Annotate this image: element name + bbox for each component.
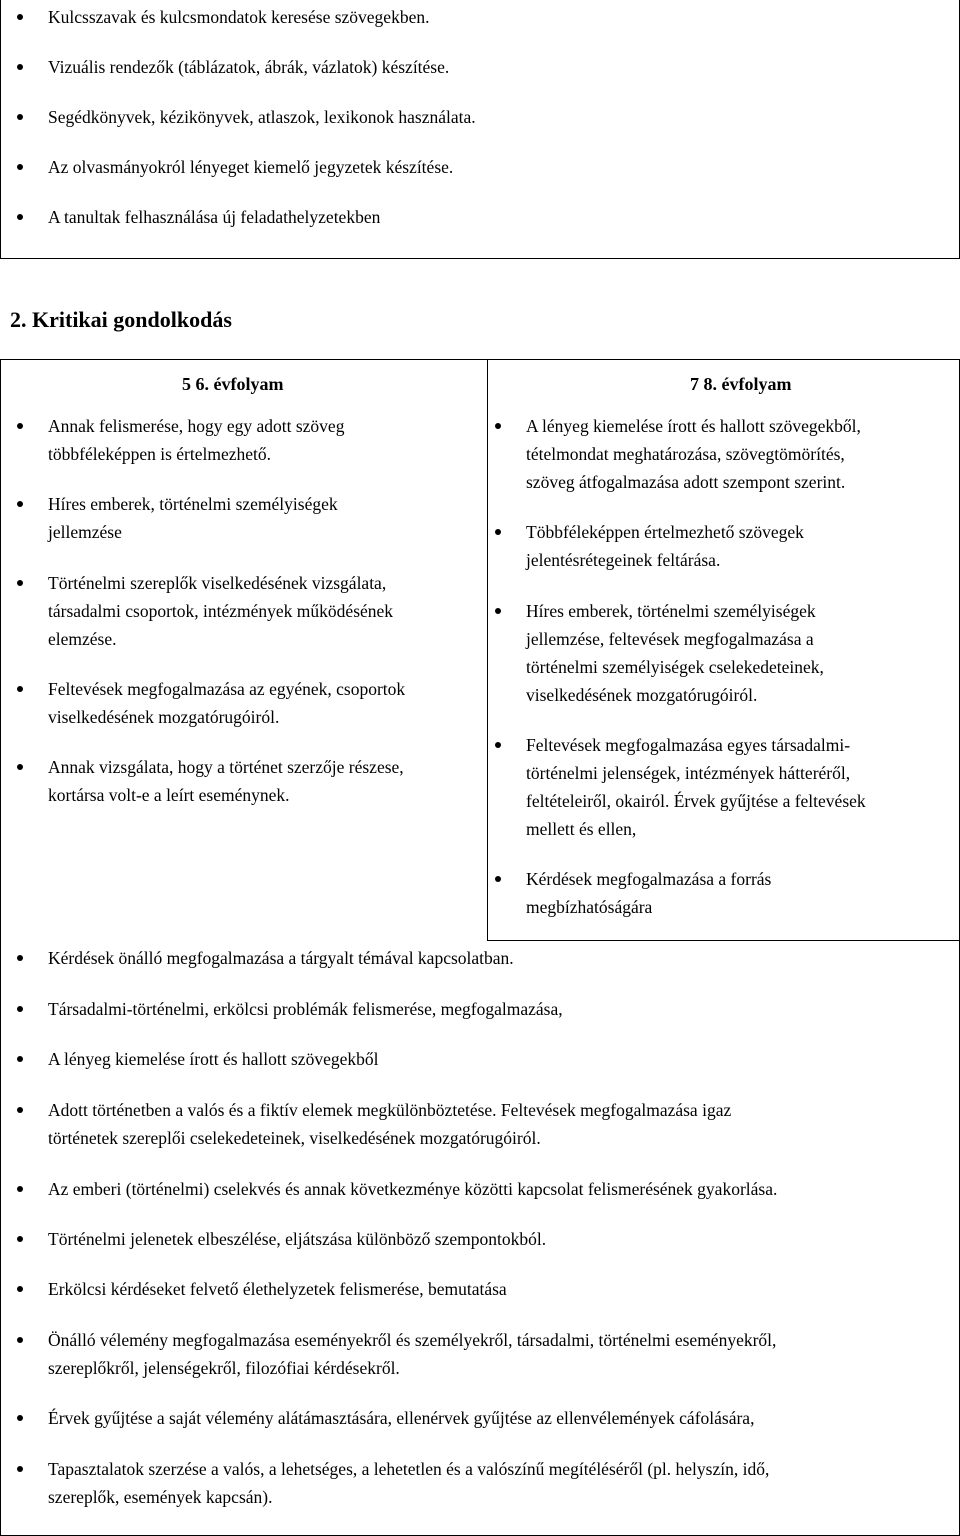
list-item: Kérdések megfogalmazása a forrás megbízhatóságára (526, 865, 771, 921)
list-item: Híres emberek, történelmi személyiségek jellemzése (48, 490, 338, 546)
list-item: A lényeg kiemelése írott és hallott szövegekből (48, 1045, 378, 1073)
list-item: Feltevések megfogalmazása az egyének, csoportok viselkedésének mozgatórugóiról. (48, 675, 405, 731)
list-item: A lényeg kiemelése írott és hallott szövegekből, tételmondat meghatározása, szövegtömörítés, szöveg átfogalmazása adott szempont szerint. (526, 412, 861, 496)
list-item: Kérdések önálló megfogalmazása a tárgyalt témával kapcsolatban. (48, 944, 514, 972)
list-item: Önálló vélemény megfogalmazása eseményekről és személyekről, társadalmi, történelmi eseményekről, szereplőkről, jelenségekről, filozófiai kérdésekről. (48, 1326, 776, 1382)
list-item: Történelmi jelenetek elbeszélése, eljátszása különböző szempontokból. (48, 1225, 546, 1253)
list-item: Segédkönyvek, kézikönyvek, atlaszok, lexikonok használata. (48, 103, 476, 131)
list-item: Feltevések megfogalmazása egyes társadalmi- történelmi jelenségek, intézmények hátteréről, feltételeiről, okairól. Érvek gyűjtése a feltevések mellett és ellen, (526, 731, 866, 843)
list-item: Érvek gyűjtése a saját vélemény alátámasztására, ellenérvek gyűjtése az ellenvélemények cáfolására, (48, 1404, 754, 1432)
list-item: Híres emberek, történelmi személyiségek jellemzése, feltevések megfogalmazása a történelmi személyiségek cselekedeteinek, viselkedésének mozgatórugóiról. (526, 597, 824, 709)
column-divider (487, 359, 488, 941)
list-item: Többféleképpen értelmezhető szövegek jelentésrétegeinek feltárása. (526, 518, 804, 574)
list-item: Annak felismerése, hogy egy adott szöveg többféleképpen is értelmezhető. (48, 412, 344, 468)
column-heading-grades-7-8: 7 8. évfolyam (690, 374, 792, 394)
list-item: Vizuális rendezők (táblázatok, ábrák, vázlatok) készítése. (48, 53, 449, 81)
section-title: 2. Kritikai gondolkodás (10, 307, 232, 332)
list-item: Történelmi szereplők viselkedésének vizsgálata, társadalmi csoportok, intézmények működésének elemzése. (48, 569, 393, 653)
list-item: Társadalmi-történelmi, erkölcsi problémák felismerése, megfogalmazása, (48, 995, 563, 1023)
list-item: Az emberi (történelmi) cselekvés és annak következménye közötti kapcsolat felismerésének gyakorlása. (48, 1175, 777, 1203)
list-item: Adott történetben a valós és a fiktív elemek megkülönböztetése. Feltevések megfogalmazása igaz történetek szereplői cselekedeteinek, viselkedésének mozgatórugóiról. (48, 1096, 731, 1152)
list-item: Az olvasmányokról lényeget kiemelő jegyzetek készítése. (48, 153, 453, 181)
column-heading-grades-5-6: 5 6. évfolyam (182, 374, 284, 394)
list-item: Kulcsszavak és kulcsmondatok keresése szövegekben. (48, 3, 429, 31)
list-item: Erkölcsi kérdéseket felvető élethelyzetek felismerése, bemutatása (48, 1275, 507, 1303)
list-item: A tanultak felhasználása új feladathelyzetekben (48, 203, 380, 231)
list-item: Tapasztalatok szerzése a valós, a lehetséges, a lehetetlen és a valószínű megítéléséről (pl. helyszín, idő, szereplők, események kapcsán). (48, 1455, 769, 1511)
list-item: Annak vizsgálata, hogy a történet szerzője részese, kortársa volt-e a leírt eseménynek. (48, 753, 404, 809)
right-column-bottom-border (487, 940, 960, 941)
